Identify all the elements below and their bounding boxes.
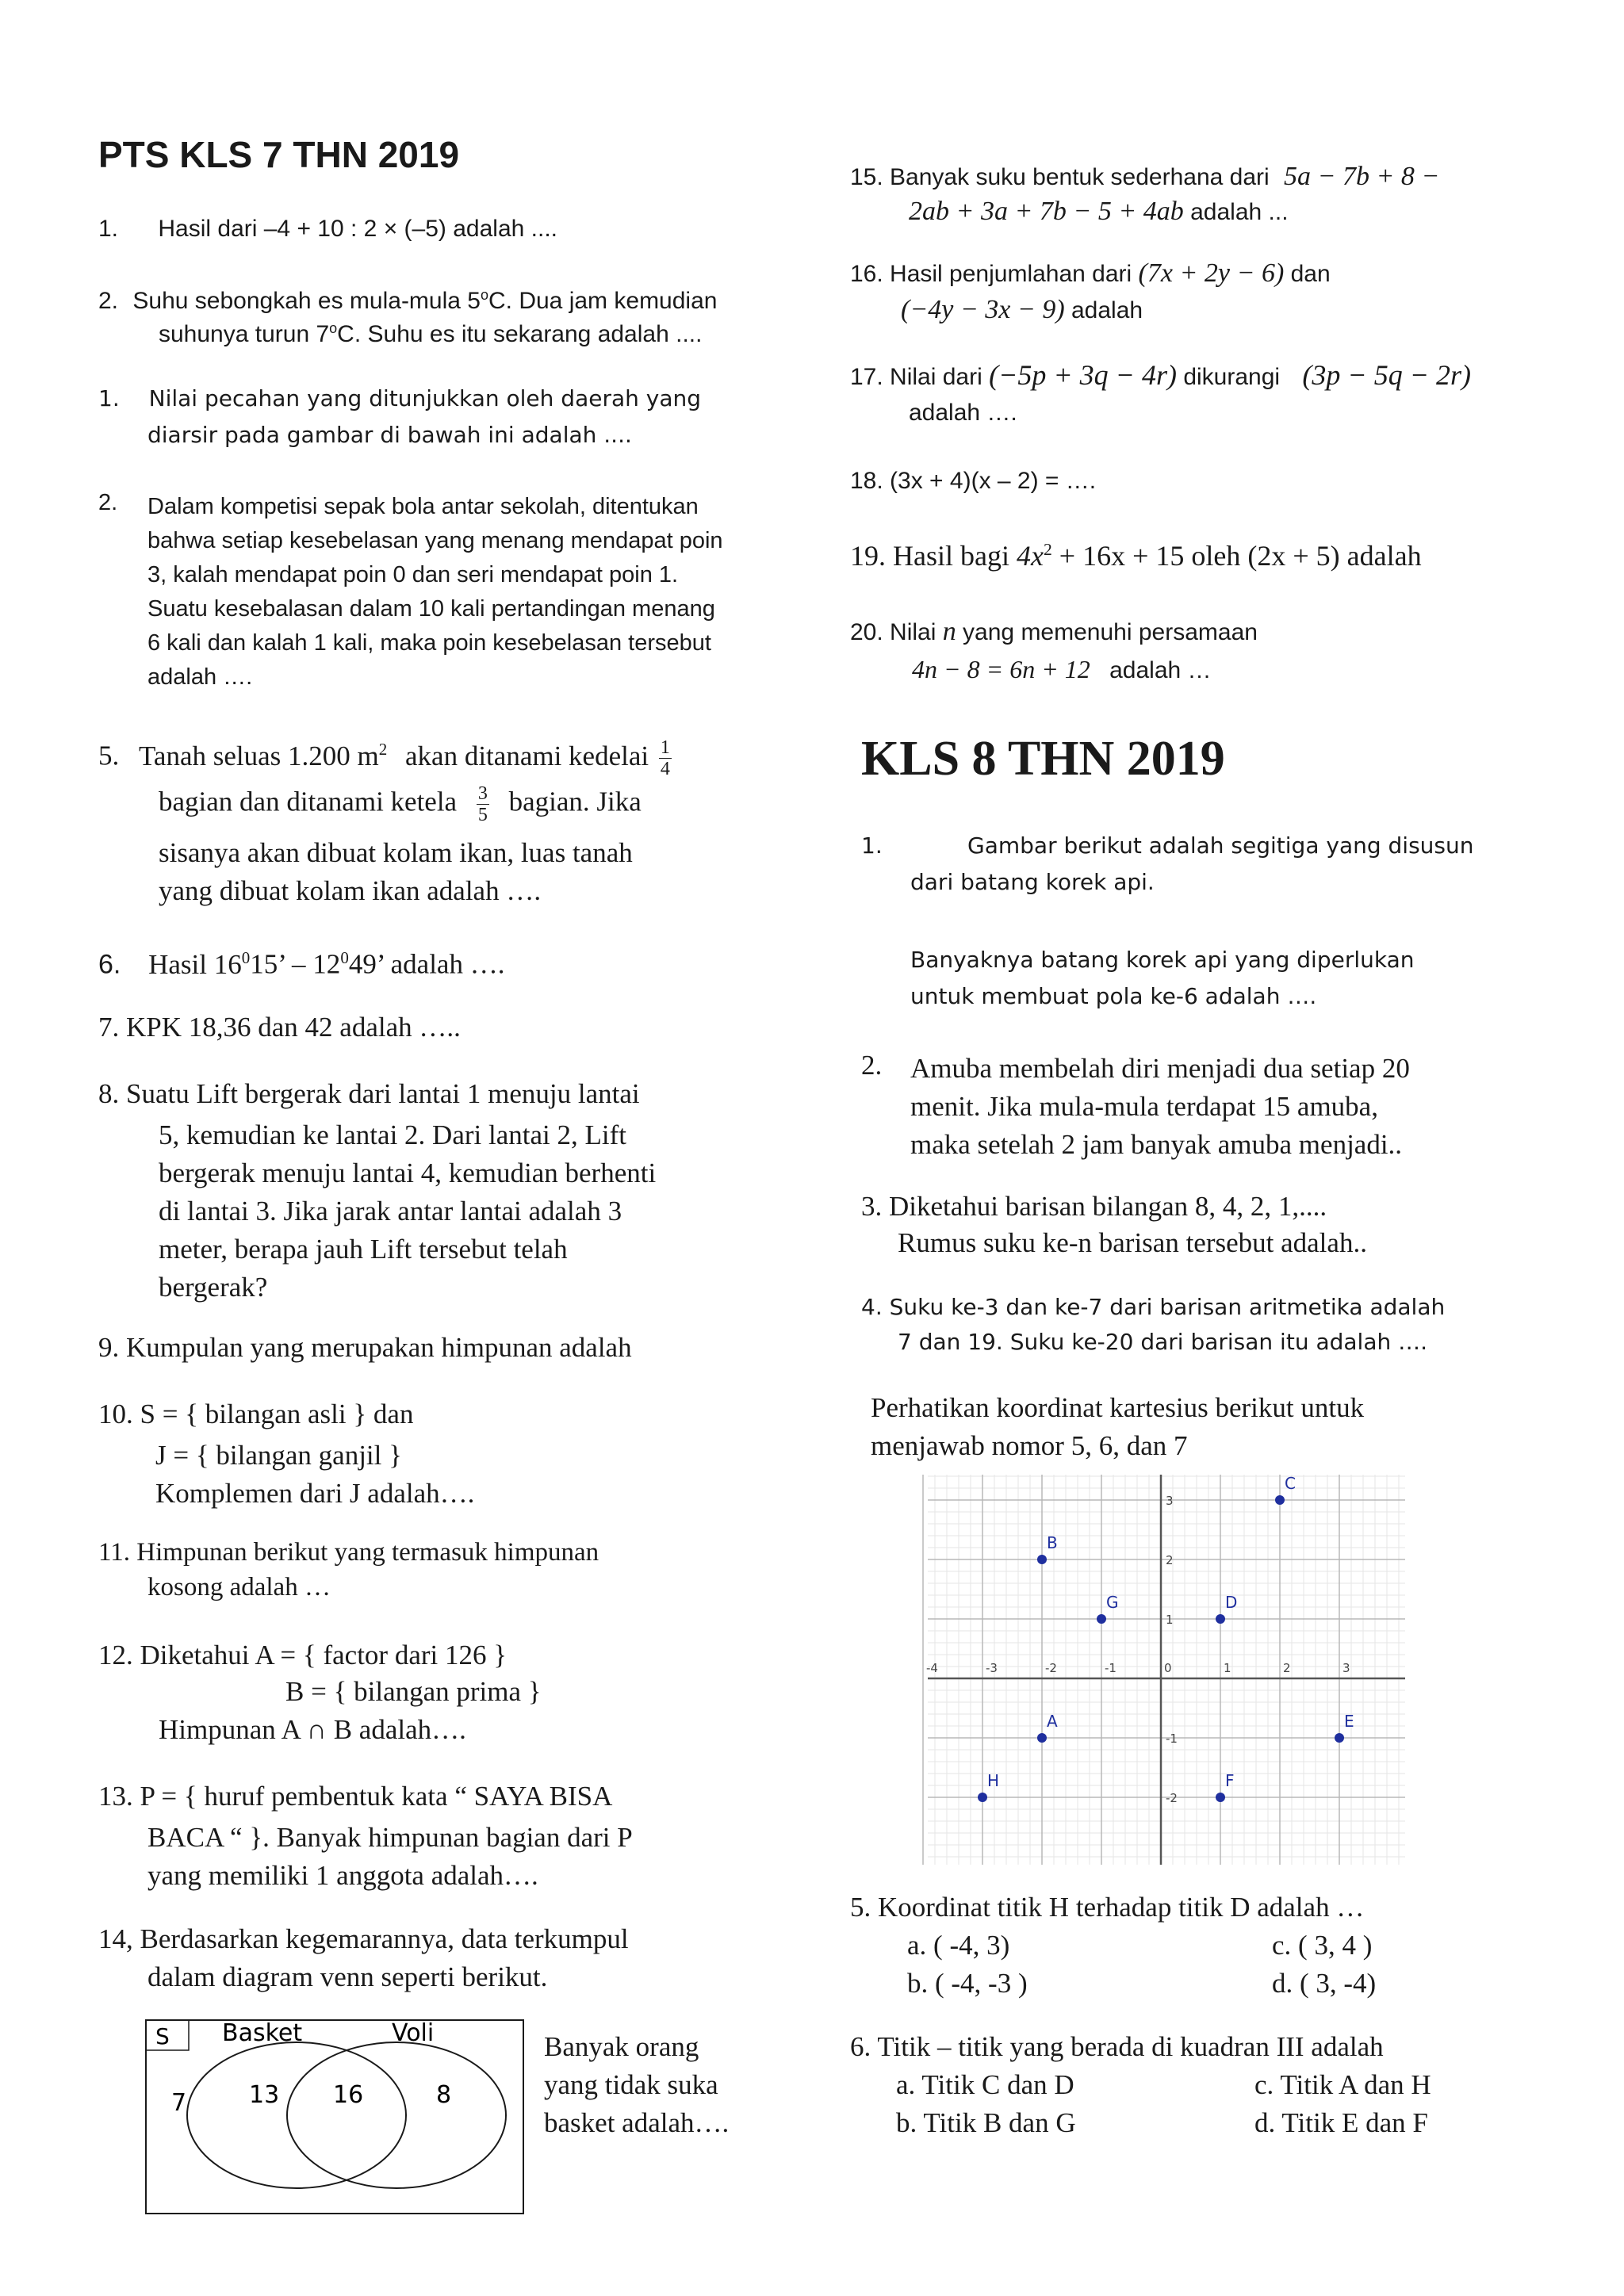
point-b [1037,1555,1047,1564]
question-17 [850,358,1471,392]
question-8: 8. Suatu Lift bergerak dari lantai 1 menuju lantai [98,1078,640,1109]
question-text: akan ditanami kedelai [405,740,649,771]
question-text: meter, berapa jauh Lift tersebut telah [159,1234,568,1265]
y-tick-label: 1 [1166,1613,1174,1627]
point-label-c: C [1285,1474,1296,1493]
x-tick-label: 2 [1283,1661,1291,1675]
question-4-number: 2. [98,490,118,515]
k-question-2 [910,1050,1410,1164]
question-text: 15. Banyak suku bentuk sederhana dari [850,164,1270,190]
question-18: 18. (3x + 4)(x – 2) = …. [850,468,1097,494]
y-tick-label: -2 [1166,1791,1178,1805]
y-tick-label: -1 [1166,1732,1178,1746]
question-text: yang tidak suka [544,2069,718,2100]
x-tick-label: -4 [926,1661,938,1675]
question-text: sisanya akan dibuat kolam ikan, luas tanah [159,837,633,868]
option-d: d. ( 3, -4) [1272,1968,1377,1999]
option-d: d. Titik E dan F [1254,2107,1428,2138]
question-2-line-2 [159,320,702,348]
question-text: Hasil dari –4 + 10 : 2 × (–5) adalah .... [158,216,558,242]
point-label-e: E [1344,1712,1354,1731]
question-text: Suatu kesebalasan dalam 10 kali pertandingan menang [147,596,715,622]
question-16 [850,258,1331,289]
question-text: adalah …. [147,664,253,690]
question-5 [98,737,675,779]
venn-voli-label: Voli [392,2019,435,2047]
math-expression: 4x [1016,540,1044,572]
venn-only-voli-value: 8 [436,2081,452,2109]
question-number: 6. [98,949,121,980]
question-text: suhunya turun 7 [159,321,330,347]
venn-voli-circle [287,2042,506,2188]
degree-mark: o [329,320,338,336]
venn-both-value: 16 [333,2081,364,2109]
question-14-line-2: dalam diagram venn seperti berikut. [147,1961,548,1992]
point-label-b: B [1047,1533,1058,1552]
question-text: 49’ adalah …. [348,948,505,980]
k-question-1-line-1: Gambar berikut adalah segitiga yang disusun [967,832,1474,859]
question-text: BACA “ }. Banyak himpunan bagian dari P [147,1822,633,1853]
question-text: C. Suhu es itu sekarang adalah .... [337,321,703,347]
cartesian-chart [921,1468,1445,1873]
k-question-4: 4. Suku ke-3 dan ke-7 dari barisan aritmetika adalah [861,1294,1446,1320]
question-text: 20. Nilai [850,619,943,645]
page-title: PTS KLS 7 THN 2019 [98,134,460,175]
venn-diagram [144,2006,541,2217]
question-5-line-2 [159,783,642,825]
question-text: dan [1284,261,1331,287]
y-tick-label: 2 [1166,1553,1174,1567]
k-question-6: 6. Titik – titik yang berada di kuadran III adalah [850,2031,1384,2062]
question-5-rest [159,834,633,910]
math-variable: n [942,617,956,646]
question-10: 10. S = { bilangan asli } dan [98,1399,414,1429]
k-question-1-line-2: dari batang korek api. [910,869,1155,895]
chart-intro-line-2: menjawab nomor 5, 6, dan 7 [871,1430,1188,1461]
fraction-numerator: 1 [660,737,670,758]
question-text: 5, kemudian ke lantai 2. Dari lantai 2, Lift [159,1119,626,1150]
point-label-d: D [1225,1593,1238,1612]
question-text: Banyaknya batang korek api yang diperlukan [910,947,1415,973]
question-text: bagian dan ditanami ketela [159,786,458,817]
y-tick-label: 3 [1166,1494,1174,1508]
question-text: Tanah seluas 1.200 m [139,740,379,771]
question-12-line-3: Himpunan A ∩ B adalah…. [159,1714,466,1745]
question-text: adalah … [1109,657,1212,683]
question-11-line-2: kosong adalah … [147,1573,331,1601]
point-h [978,1793,987,1802]
question-19 [850,539,1422,572]
question-text: Hasil 16 [148,948,242,980]
question-text: 19. Hasil bagi [850,540,1017,572]
fraction-three-fifths [477,783,489,825]
question-text: adalah ... [1183,199,1289,225]
question-1 [98,216,557,243]
question-13-rest [147,1819,633,1895]
point-label-a: A [1047,1712,1058,1731]
question-6 [98,948,504,981]
question-text: 15’ – 12 [250,948,341,980]
question-20 [850,617,1258,647]
point-e [1335,1733,1344,1743]
math-expression: 4n − 8 = 6n + 12 [912,655,1090,683]
question-12-line-2: B = { bilangan prima } [285,1676,542,1707]
k-question-1-rest [910,942,1414,1015]
point-c [1275,1495,1285,1505]
k-question-4-line-2: 7 dan 19. Suku ke-20 dari barisan itu adalah …. [898,1329,1428,1355]
question-3 [98,385,701,411]
point-a [1037,1733,1047,1743]
question-text: 17. Nilai dari [850,364,982,390]
degree-mark: o [480,287,488,303]
question-number: 5. [98,740,120,771]
question-11: 11. Himpunan berikut yang termasuk himpunan [98,1538,599,1567]
k-question-1-number: 1. [861,832,883,859]
superscript: 0 [340,948,349,967]
question-text: C. Dua jam kemudian [488,288,718,314]
question-text: bergerak menuju lantai 4, kemudian berhenti [159,1158,657,1188]
math-expression: (−5p + 3q − 4r) [989,359,1177,391]
question-text: basket adalah…. [544,2107,730,2138]
superscript: 2 [1043,540,1052,559]
option-b: b. Titik B dan G [896,2107,1076,2138]
k-question-3: 3. Diketahui barisan bilangan 8, 4, 2, 1,.... [861,1191,1327,1222]
x-tick-label: -2 [1045,1661,1057,1675]
math-expression: (7x + 2y − 6) [1138,258,1285,288]
question-text: bagian. Jika [508,786,642,817]
venn-universe-label: S [155,2023,170,2049]
chart-intro: Perhatikan koordinat kartesius berikut untuk [871,1392,1365,1423]
section-title: KLS 8 THN 2019 [861,732,1225,786]
question-3-line-2: diarsir pada gambar di bawah ini adalah .... [147,422,632,448]
x-tick-label: 1 [1224,1661,1231,1675]
question-17-line-2: adalah …. [909,400,1017,426]
option-c: c. ( 3, 4 ) [1272,1930,1373,1961]
point-g [1097,1614,1106,1624]
fraction-denominator: 5 [477,805,488,825]
question-number: 2. [98,288,119,314]
math-expression: (3p − 5q − 2r) [1302,359,1471,391]
x-tick-label: -3 [986,1661,998,1675]
question-4 [147,490,723,695]
venn-only-basket-value: 13 [249,2081,280,2109]
chart-tick-labels [926,1468,1350,1805]
k-question-3-line-2: Rumus suku ke-n barisan tersebut adalah.. [898,1227,1367,1258]
x-tick-label: -1 [1105,1661,1116,1675]
point-label-f: F [1225,1771,1235,1790]
question-13: 13. P = { huruf pembentuk kata “ SAYA BISA [98,1781,613,1812]
question-text: J = { bilangan ganjil } [155,1440,402,1471]
question-text: menit. Jika mula-mula terdapat 15 amuba, [910,1091,1378,1122]
venn-outside-value: 7 [171,2089,187,2117]
venn-universe-box [146,2020,523,2214]
question-text: yang dibuat kolam ikan adalah …. [159,875,542,906]
question-number: 1. [98,385,120,411]
question-number: 1. [98,216,119,242]
option-a: a. Titik C dan D [896,2069,1074,2100]
chart-points [978,1474,1354,1802]
x-tick-label: 0 [1164,1661,1172,1675]
point-label-h: H [987,1771,1000,1790]
question-text: 6 kali dan kalah 1 kali, maka poin kesebelasan tersebut [147,630,711,656]
question-text: 3, kalah mendapat poin 0 dan seri mendapat poin 1. [147,562,679,587]
x-tick-label: 3 [1342,1661,1350,1675]
venn-basket-label: Basket [222,2019,303,2047]
question-text: yang memenuhi persamaan [956,619,1258,645]
fraction-one-quarter [659,737,672,779]
question-14-side-text [544,2028,729,2142]
question-15-line-2 [909,197,1289,227]
question-text: Nilai pecahan yang ditunjukkan oleh daerah yang [148,385,702,411]
question-text: 16. Hasil penjumlahan dari [850,261,1139,287]
option-b: b. ( -4, -3 ) [907,1968,1028,1999]
question-2 [98,287,717,315]
question-text: adalah [1064,297,1143,323]
math-expression: (−4y − 3x − 9) [901,295,1065,324]
question-20-line-2 [912,655,1212,684]
k-question-2-number: 2. [861,1050,883,1081]
option-a: a. ( -4, 3) [907,1930,1010,1961]
question-8-rest [159,1116,656,1307]
math-expression: 2ab + 3a + 7b − 5 + 4ab [909,197,1184,226]
option-c: c. Titik A dan H [1254,2069,1431,2100]
question-16-line-2 [901,295,1143,325]
point-d [1216,1614,1225,1624]
point-label-g: G [1106,1593,1119,1612]
question-7: 7. KPK 18,36 dan 42 adalah ….. [98,1012,461,1043]
question-text: bahwa setiap kesebelasan yang menang mendapat poin [147,528,723,553]
superscript: 2 [378,739,388,759]
math-expression: 5a − 7b + 8 − [1284,162,1440,191]
superscript: 0 [241,948,251,967]
question-15 [850,162,1439,192]
question-text: Suhu sebongkah es mula-mula 5 [132,288,481,314]
venn-basket-circle [187,2042,406,2188]
question-text: yang memiliki 1 anggota adalah…. [147,1860,538,1891]
question-10-rest [155,1437,474,1513]
question-text: di lantai 3. Jika jarak antar lantai adalah 3 [159,1196,622,1226]
question-text: maka setelah 2 jam banyak amuba menjadi.. [910,1129,1403,1160]
question-text: bergerak? [159,1272,268,1303]
question-text: dikurangi [1183,364,1281,390]
question-text: untuk membuat pola ke-6 adalah …. [910,983,1317,1009]
question-14: 14, Berdasarkan kegemarannya, data terkumpul [98,1923,629,1954]
fraction-numerator: 3 [477,783,488,804]
question-text: Amuba membelah diri menjadi dua setiap 20 [910,1053,1410,1084]
question-text: Dalam kompetisi sepak bola antar sekolah, ditentukan [147,494,699,519]
k-question-5: 5. Koordinat titik H terhadap titik D adalah … [850,1892,1365,1923]
question-text: + 16x + 15 oleh (2x + 5) adalah [1051,540,1422,572]
fraction-denominator: 4 [660,759,670,779]
question-9: 9. Kumpulan yang merupakan himpunan adalah [98,1332,632,1363]
question-12: 12. Diketahui A = { factor dari 126 } [98,1640,508,1670]
point-f [1216,1793,1225,1802]
question-text: Komplemen dari J adalah…. [155,1478,475,1509]
question-text: Banyak orang [544,2031,699,2062]
